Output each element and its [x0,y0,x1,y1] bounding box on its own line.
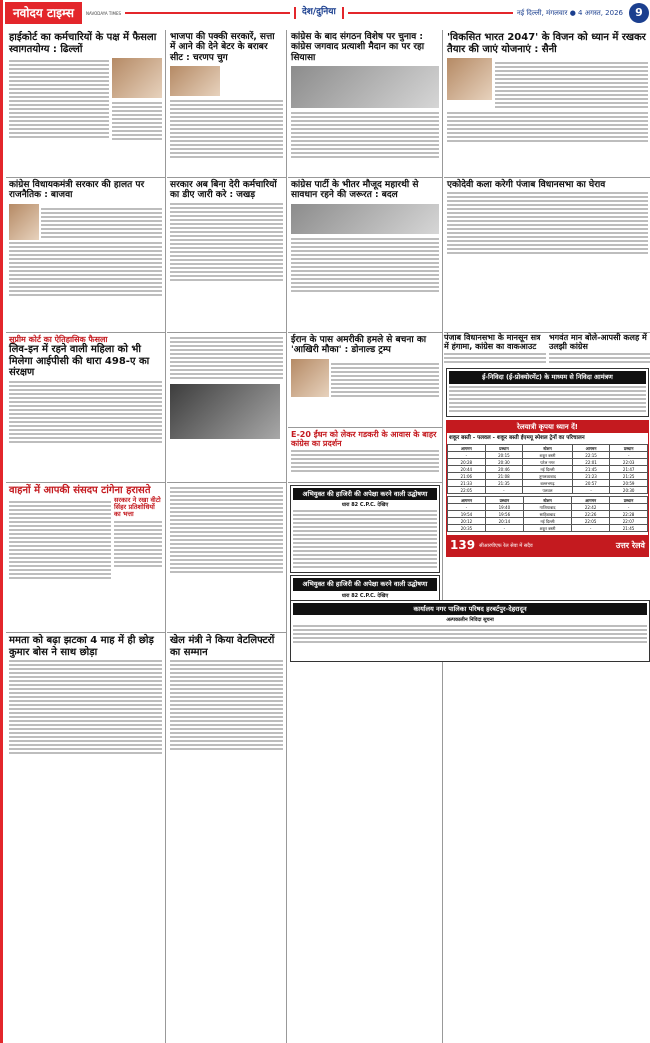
table-cell: - [448,504,486,511]
story-row-2 [444,178,650,333]
photo-portrait [447,58,492,100]
railway-table-2 [447,496,648,532]
headline: वाहनों में आपकी संसदप टांगेना हरासते [9,485,151,496]
story-kangla [6,178,165,333]
table-cell: बल्लभगढ़ [523,480,573,487]
table-cell: 21:47 [610,466,648,473]
headline: ममता को बढ़ा झटका 4 माह में ही छोड़ कुमार बोस ने साथ छोड़ा [9,635,154,658]
table-cell: - [610,504,648,511]
table-row [448,518,648,525]
table-cell: 20:59 [610,480,648,487]
table-cell: 20:14 [485,518,523,525]
subhead: सरकार ने रखा वीटो सिंहर प्रतिशोधियों का भत्ता [114,495,161,519]
headline: लिव-इन में रहने वाली महिला को भी मिलेगा आईपीसी की धारा 498-ए का संरक्षण [9,344,150,379]
table-header-cell: प्रस्थान [610,497,648,504]
table-row [448,459,648,466]
railway-footer: उत्तर रेलवे [615,540,645,550]
table-cell: 20:28 [448,459,486,466]
table-row [448,466,648,473]
table-cell: 21:23 [572,473,610,480]
column-1 [6,30,166,1043]
notice-tender [446,368,649,416]
table-row [448,473,648,480]
photo-portrait [170,66,220,96]
masthead-sub: NAVODAYA TIMES [86,10,122,16]
table-cell: नई दिल्ली [523,518,571,525]
story-congress [288,30,442,178]
table-cell: 22:07 [610,518,648,525]
headline: सरकार अब बिना देरी कर्मचारियों का डीए जारी करे : जखड़ [170,180,277,201]
table-row [448,480,648,487]
kicker: सुप्रीम कोर्ट का ऐतिहासिक फैसला [9,335,108,344]
table-cell: शकूर बस्ती [523,452,573,459]
notice-title: ई-निविदा (ई-प्रोक्योरमेंट) के माध्यम से निविदा आमंत्रण [449,371,646,383]
table-cell: 20:12 [448,518,486,525]
story-sarkar [167,178,286,333]
table-cell: 21:25 [610,473,648,480]
table-cell: 21:33 [448,480,486,487]
table-row [448,487,648,494]
railway-ad [446,420,649,558]
notice-title: अभियुक्त की हाजिरी की अपेक्षा करने वाली उद्घोषणा [293,578,437,590]
railway-banner: रेलयात्री कृपया ध्यान दें! [447,421,648,434]
notice-title: कार्यालय नगर पालिका परिषद हरबर्टपुर-देहरादून [293,603,647,615]
table-cell: गाजियाबाद [523,504,571,511]
table-cell: - [572,487,610,494]
table-cell: 22:05 [572,518,610,525]
headline: भाजपा की पक्की सरकारें, सत्ता में आने की देने बेटर के बराबर सीट : चरणप चुग [170,32,275,63]
story-khel [167,633,286,803]
table-cell: 22:15 [572,452,610,459]
story-hc [6,30,165,178]
table-header-cell: स्टेशन [523,445,573,452]
story-bjp [167,30,286,178]
table-cell: - [610,452,648,459]
headline: खेल मंत्री ने किया वेटलिफ्टरों का सम्मान [170,635,275,658]
table-cell: 21:45 [610,525,648,532]
table-cell: 21:35 [485,480,523,487]
page-header [3,0,650,26]
header-rule [125,12,290,14]
table-cell: 20:30 [485,459,523,466]
table-cell: 20:30 [610,487,648,494]
headline: कांग्रेस के बाद संगठन विशेष पर चुनाव : कांग्रेस जगवाद प्रत्याशी मैदान का पर रहा सियासा [291,32,425,63]
headline: 'विकसित भारत 2047' के विजन को ध्यान में रखकर तैयार की जाएं योजनाएं : सैनी [447,32,646,55]
table-cell: साहिबाबाद [523,511,571,518]
table-header-cell: आगमन [448,497,486,504]
section-title: देश/दुनिया [294,7,344,18]
table-cell: 22:26 [572,511,610,518]
story-cong2 [288,178,442,333]
table-row [448,504,648,511]
notice-sub: अल्पकालीन निविदा सूचना [446,617,494,624]
notice-sub: धारा 82 C.P.C. देखिए [341,592,389,599]
headline-bhagwant: भगवंत मान बोले-आपसी कलह में उलझी कांग्रेस [549,333,647,352]
story-supreme-cont [167,333,286,483]
table-row [448,511,648,518]
headline: E-20 ईंधन को लेकर गडकरी के आवास के बाहर कांग्रेस का प्रदर्शन [291,430,437,449]
helpline-number: 139 [450,538,476,553]
table-header-cell: स्टेशन [523,497,571,504]
photo-supreme-court [170,384,280,439]
masthead-logo: नवोदय टाइम्स [5,2,82,24]
column-4 [444,30,650,1043]
story-mamta [6,633,165,803]
table-cell: 21:45 [572,466,610,473]
table-cell: 20:15 [485,452,523,459]
table-cell: 21:06 [448,473,486,480]
table-cell: नई दिल्ली [523,466,573,473]
notice-karyalaya [290,600,650,662]
table-cell: 19:54 [448,511,486,518]
table-header-cell: आगमन [572,497,610,504]
table-cell: 20:35 [448,525,486,532]
headline-punjab: पंजाब विधानसभा के मानसून सत्र में हंगामा, कांग्रेस का वाकआउट [444,333,541,352]
photo-rally [291,204,439,234]
table-cell: 22:05 [448,487,486,494]
headline: ईरान के पास अमरीकी हमले से बचना का 'आखिरी मौका' : डोनाल्ड ट्रम्प [291,335,427,356]
story-e20 [288,428,442,483]
notice-title: अभियुक्त की हाजिरी की अपेक्षा करने वाली उद्घोषणा [293,488,437,500]
story-viksit [444,30,650,178]
story-vahan-cont [167,483,286,633]
table-cell: 22:01 [572,459,610,466]
railway-tagline: सीआरपीएफ रेल सेवा में सदैव [479,542,533,549]
notice-sub: धारा 82 C.P.C. देखिए [341,502,389,509]
railway-intro: शकूर बस्ती - पलवल - शकूर बस्ती ईएमयू स्पेशल ट्रेनों का परिचालन [449,435,585,442]
headline: कांग्रेस पार्टी के भीतर मौजूद महारथी से सावधान रहने की जरूरत : बदल [291,180,419,201]
page-number: 9 [629,3,649,23]
table-cell: 20:46 [485,466,523,473]
table-cell: 22:42 [572,504,610,511]
photo-portrait [291,359,329,397]
photo-portrait [9,204,39,240]
table-row [448,525,648,532]
table-header-cell: प्रस्थान [485,497,523,504]
table-cell: पटेल नगर [523,459,573,466]
headline-ekadashi: एकोदेवी कला करेगी पंजाब विधानसभा का घेराव [447,180,606,190]
table-cell: 22:28 [610,511,648,518]
table-cell: 21:08 [485,473,523,480]
table-cell: 20:44 [448,466,486,473]
table-row [448,452,648,459]
railway-table-1 [447,444,648,494]
table-cell: - [485,525,523,532]
body-text [9,60,109,138]
column-2 [167,30,287,1043]
table-header-cell: आगमन [448,445,486,452]
story-vahan [6,483,165,633]
table-cell: - [485,487,523,494]
notice-hajiri-1 [290,485,440,573]
story-iran [288,333,442,428]
table-cell: 22:03 [610,459,648,466]
table-cell: - [448,452,486,459]
table-cell: पलवल [523,487,573,494]
table-cell: 20:57 [572,480,610,487]
table-cell: 19:40 [485,504,523,511]
story-supreme [6,333,165,483]
table-header-cell: प्रस्थान [610,445,648,452]
table-header-cell: प्रस्थान [485,445,523,452]
photo-group [291,66,439,108]
table-cell: शकूर बस्ती [523,525,571,532]
edition-date: नई दिल्ली, मंगलवार ● 4 अगस्त, 2026 [516,8,623,17]
headline: कांग्रेस विधायकमंत्री सरकार की हालत पर राजनैतिक : बाजवा [9,180,145,201]
headline: हाईकोर्ट का कर्मचारियों के पक्ष में फैसला स्वागतयोग्य : ढिल्लों [9,32,157,55]
table-cell: 19:56 [485,511,523,518]
table-header-cell: आगमन [572,445,610,452]
photo-portrait [112,58,162,98]
table-cell: - [572,525,610,532]
column-3 [288,30,443,1043]
header-rule-right [348,12,513,14]
story-row-2b [444,333,650,365]
table-cell: तुगलकाबाद [523,473,573,480]
